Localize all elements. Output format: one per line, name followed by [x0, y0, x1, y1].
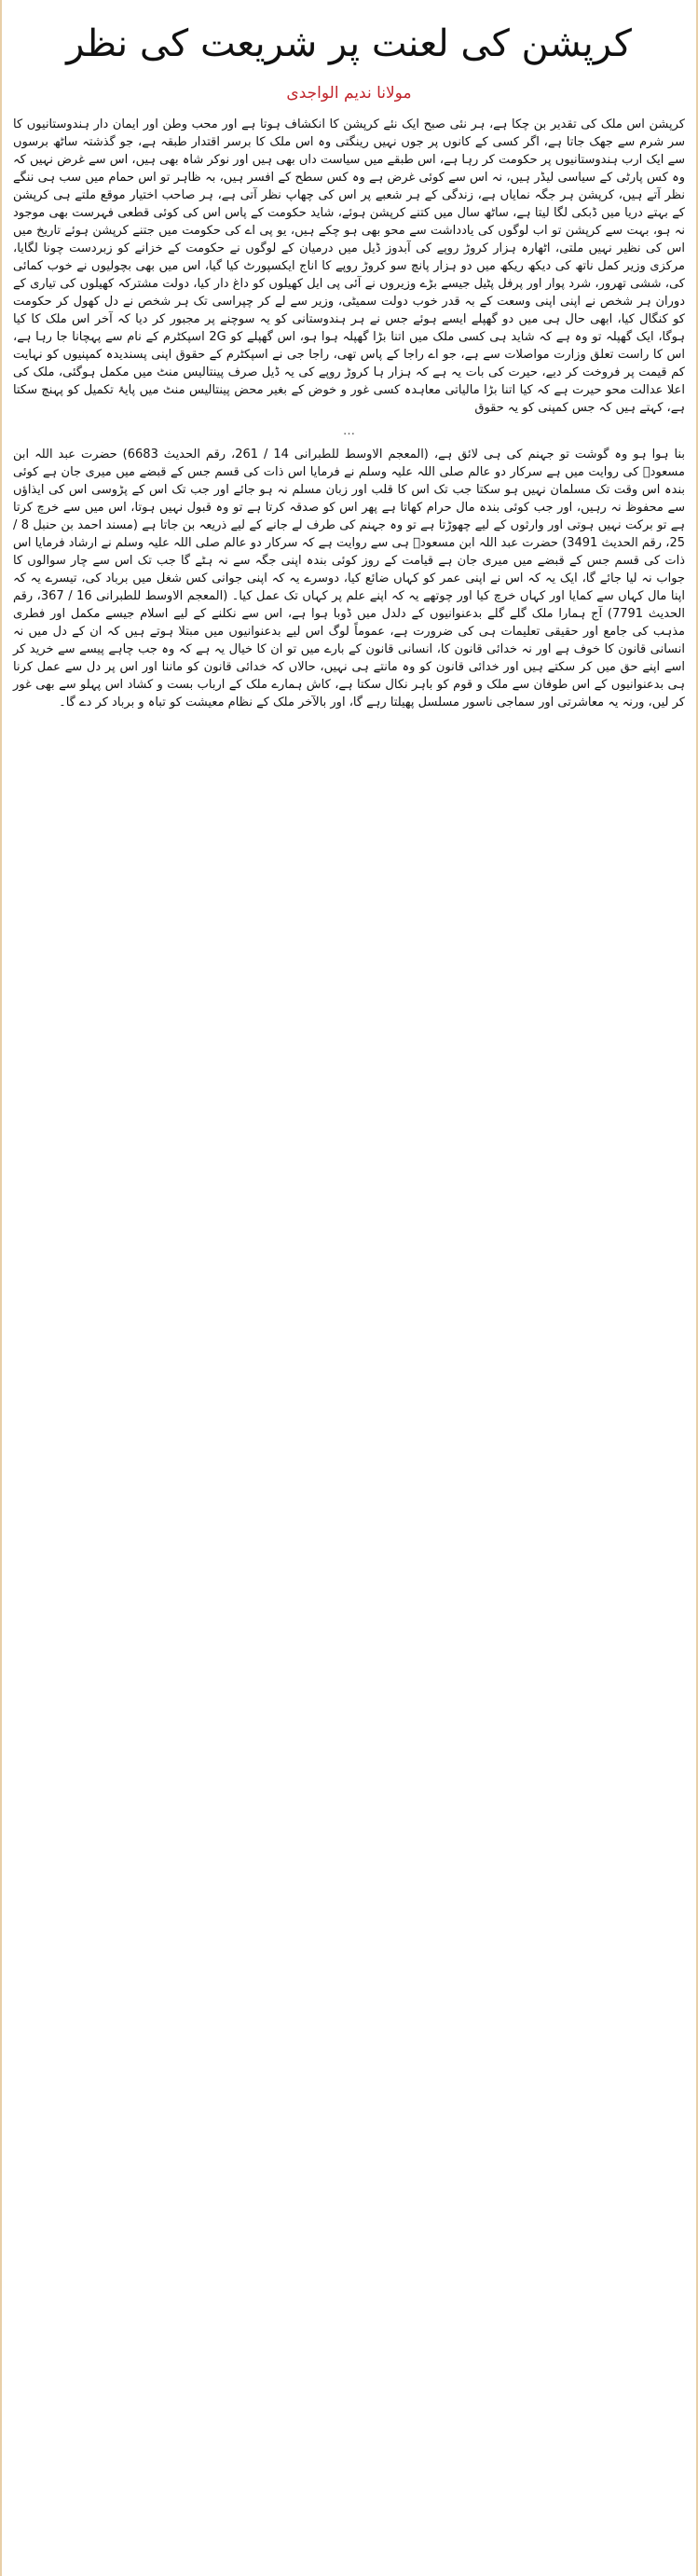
elided-content-marker: … [343, 424, 355, 438]
article-author: مولانا ندیم الواجدی [286, 84, 412, 103]
article-title: کرپشن کی لعنت پر شریعت کی نظر [66, 22, 632, 65]
article-body [13, 116, 685, 711]
article-paragraph: بنا ہوا ہو وہ گوشت تو جہنم کی ہی لائق ہے، (المعجم الاوسط للطبرانی 14 / 261، رقم الحدیث 6683) حضرت عبد اللہ ابن مسعودؓ کی روایت میں ہے سرکار دو عالم صلی اللہ علیہ وسلم نے فرمایا اس ذات کی قسم جس کے قبضے میں میری جان ہے کوئی بندہ اس وقت تک مسلمان نہیں ہو سکتا جب تک اس کا قلب اور زبان مسلم نہ ہو جائے اور جب تک اس کے پڑوسی اس کی ایذاؤں سے محفوظ نہ رہیں، اور جب کوئی بندہ مال حرام کھاتا ہے پھر اس کو صدقہ کرتا ہے تو وہ قبول نہیں ہوتا، اس میں سے خرچ کرتا ہے تو برکت نہیں ہوتی اور وارثوں کے لیے چھوڑتا ہے تو وہ جہنم کی طرف لے جانے کے لیے ذریعہ بن جاتا ہے (مسند احمد بن حنبل 8 / 25، رقم الحدیث 3491) حضرت عبد اللہ ابن مسعودؓ ہی سے روایت ہے کہ سرکار دو عالم صلی اللہ علیہ وسلم نے ارشاد فرمایا اس ذات کی قسم جس کے قبضے میں میری جان ہے قیامت کے روز کوئی بندہ اپنی جگہ سے نہ ہٹے گا جب تک اس سے چار سوالوں کا جواب نہ لیا جائے گا، ایک یہ کہ اس نے اپنی عمر کو کہاں ضائع کیا، دوسرے یہ کہ اپنی جوانی کس شغل میں برباد کی، تیسرے یہ کہ اپنا مال کہاں سے کمایا اور کہاں خرچ کیا اور چوتھے یہ کہ اپنے علم پر کہاں تک عمل کیا۔ (المعجم الاوسط للطبرانی 16 / 367، رقم الحدیث 7791) آج ہمارا ملک گلے گلے بدعنوانیوں کے دلدل میں ڈوبا ہوا ہے، اس سے نکلنے کے لیے اسلام جیسے مکمل اور فطری مذہب کی جامع اور حقیقی تعلیمات ہی کی ضرورت ہے، عموماً لوگ اس لیے بدعنوانیوں میں مبتلا ہوتے ہیں کہ ان کے دل میں نہ انسانی قانون کا خوف ہے اور نہ خدائی قانون کا، انسانی قانون کے بارے میں تو ان کا خیال یہ ہے کہ وہ جب چاہے پیسے سے خرید کر اسے اپنے حق میں کر سکتے ہیں اور خدائی قانون کو وہ مانتے ہی نہیں، حالاں کہ خدائی قانون کو ماننا اور اس پر دل سے عمل کرنا ہی بدعنوانیوں کے اس طوفان سے ملک و قوم کو باہر نکال سکتا ہے، کاش ہمارے ملک کے ارباب بست و کشاد اس پہلو سے بھی غور کر لیں، ورنہ یہ معاشرتی اور سماجی ناسور مسلسل پھیلتا رہے گا، اور بالآخر ملک کے نظام معیشت کو تباہ و برباد کر دے گا۔ [13, 448, 685, 709]
article-paragraph: کرپشن اس ملک کی تقدیر بن چکا ہے، ہر نئی صبح ایک نئے کرپشن کا انکشاف ہوتا ہے اور محب وطن اور ایمان دار ہندوستانیوں کا سر شرم سے جھک جاتا ہے، اگر کسی کے کانوں پر جوں نہیں رینگتی وہ اس ملک کا برسر اقتدار طبقہ ہے، جو گذشتہ ساٹھ برسوں سے ایک ارب ہندوستانیوں پر حکومت کر رہا ہے، اس طبقے میں سیاست داں بھی ہیں اور نوکر شاہ بھی ہیں، اس سے غرض نہیں کہ وہ کس پارٹی کے سیاسی لیڈر ہیں، نہ اس سے کوئی غرض ہے وہ کس سطح کے افسر ہیں، بہ ظاہر تو اس حمام میں سب ہی ننگے نظر آتے ہیں، کرپشن ہر جگہ نمایاں ہے، زندگی کے ہر شعبے پر اس کی چھاپ نظر آتی ہے، ہر صاحب اختیار موقع ملتے ہی کرپشن کے بہتے دریا میں ڈبکی لگا لیتا ہے، ساٹھ سال میں کتنے کرپشن ہوئے، شاید حکومت کے پاس اس کی کوئی قطعی فہرست بھی موجود نہ ہو، بہت سے کرپشن تو اب لوگوں کی یادداشت سے محو بھی ہو چکے ہیں، یو پی اے کی حکومت میں جتنے کرپشن ہوئے تاریخ میں اس کی نظیر نہیں ملتی، اٹھارہ ہزار کروڑ روپے کی آبدوز ڈیل میں درمیان کے لوگوں نے حکومت کے خزانے کو زبردست چونا لگایا، مرکزی وزیر کمل ناتھ کی دیکھ ریکھ میں دو ہزار پانچ سو کروڑ روپے کا اناج ایکسپورٹ کیا گیا، اس میں بھی بچولیوں نے خوب کمائی کی، ششی تھرور، شرد پوار اور پرفل پٹیل جیسے بڑے وزیروں نے آئی پی ایل کھیلوں کو داغ دار کیا، دولت مشترکہ کھیلوں کی تیاری کے دوران ہر شخص نے اپنی اپنی وسعت کے بہ قدر خوب دولت سمیٹی، وزیر سے لے کر چپراسی تک ہر شخص نے دل کھول کر حکومت کو کنگال کیا، ابھی حال ہی میں دو گھپلے ایسے ہوئے جس نے ہر ہندوستانی کو یہ سوچنے پر مجبور کر دیا کہ آخر اس ملک کا کیا ہوگا، ایک گھپلہ تو وہ ہے کہ شاید ہی کسی ملک میں اتنا بڑا گھپلہ ہوا ہو، اس گھپلے کو 2G اسپکٹرم کے نام سے پہچانا جا رہا ہے، اس کا راست تعلق وزارت مواصلات سے ہے، جو اے راجا کے پاس تھی، راجا جی نے اسپکٹرم کے حقوق اپنی پسندیدہ کمپنیوں کو نہایت کم قیمت پر فروخت کر دیے، حیرت کی بات یہ ہے کہ ہزار ہا کروڑ روپے کی یہ ڈیل صرف پینتالیس منٹ میں مکمل ہوگئی، ملک کی اعلا عدالت محو حیرت ہے کہ کیا اتنا بڑا مالیاتی معاہدہ کسی غور و خوض کے بغیر محض پینتالیس منٹ میں پایۂ تکمیل کو پہنچ سکتا ہے، کہتے ہیں کہ جس کمپنی کو یہ حقوق [13, 117, 685, 415]
